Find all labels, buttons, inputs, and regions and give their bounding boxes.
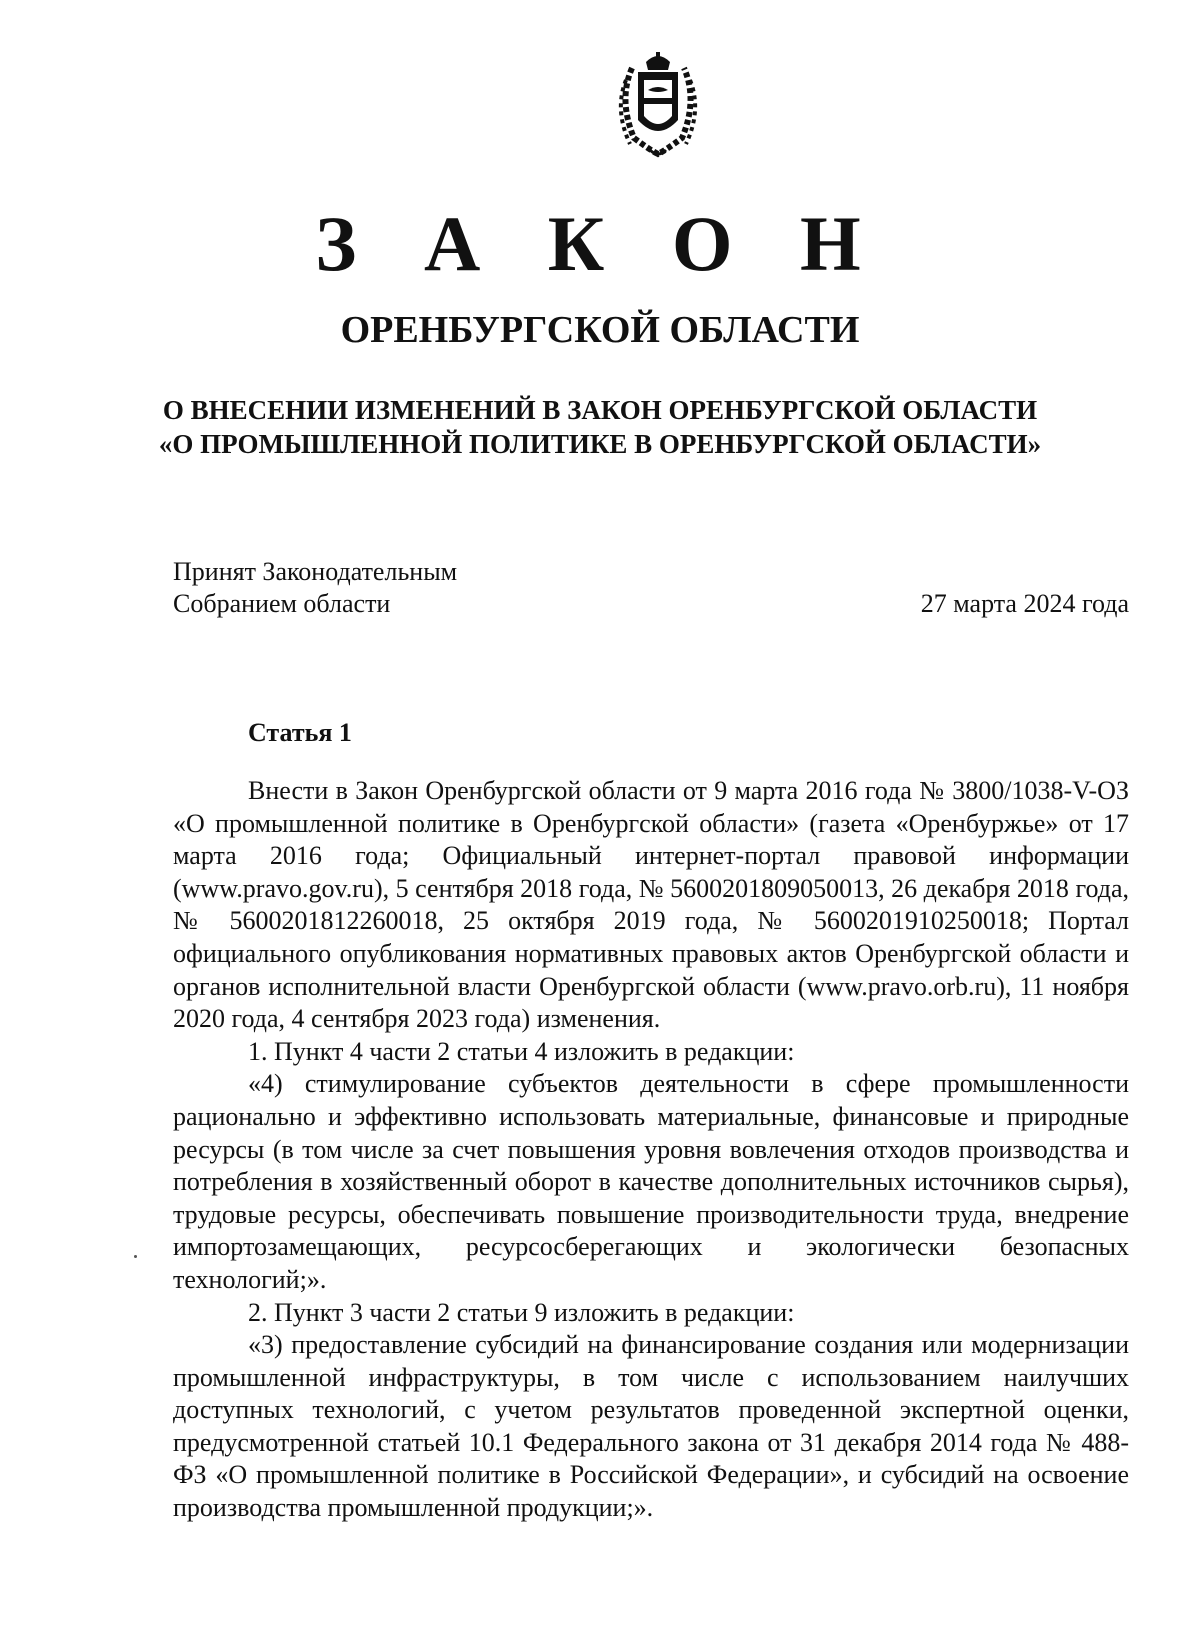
article-paragraph: «4) стимулирование субъектов деятельности в сфере промышленности рационально и эффективно использовать материальные, финансовые и природные ресурсы (в том числе за счет повышения уровня вовлечения отходов производства и потребления в хозяйственный оборот в качестве дополнительных источников сырья), трудовые ресурсы, обеспечивать повышение производительности труда, внедрение импортозамещающих, ресурсосберегающих и экологически безопасных технологий;». [173,1069,1129,1294]
coat-of-arms-icon [610,50,706,160]
adoption-date: 27 марта 2024 года [920,589,1129,618]
region-title: ОРЕНБУРГСКОЙ ОБЛАСТИ [340,309,860,351]
adoption-authority [173,556,457,620]
adoption-line-2: Собранием области [173,589,391,618]
article-paragraph: 2. Пункт 3 части 2 статьи 9 изложить в редакции: [248,1297,795,1327]
article-body [173,775,1129,1525]
scan-speck [134,1255,137,1258]
article-paragraph: «3) предоставление субсидий на финансирование создания или модернизации промышленной инфраструктуры, в том числе с использованием наилучших доступных технологий, с учетом результатов проведенной экспертной оценки, предусмотренной статьей 10.1 Федерального закона от 31 декабря 2014 года № 488-ФЗ «О промышленной политике в Российской Федерации», и субсидий на освоение производства промышленной продукции;». [173,1330,1129,1523]
article-paragraph: Внести в Закон Оренбургской области от 9 марта 2016 года № 3800/1038-V-ОЗ «О промышленной политике в Оренбургской области» (газета «Оренбуржье» от 17 марта 2016 года; Официальный интернет-портал правовой информации (www.pravo.gov.ru), 5 сентября 2018 года, № 5600201809050013, 26 декабря 2018 года, № 5600201812260018, 25 октября 2019 года, № 5600201910250018; Портал официального опубликования нормативных правовых актов Оренбургской области и органов исполнительной власти Оренбургской области (www.pravo.orb.ru), 11 ноября 2020 года, 4 сентября 2023 года) изменения. [173,776,1129,1034]
subject-line-2: «О ПРОМЫШЛЕННОЙ ПОЛИТИКЕ В ОРЕНБУРГСКОЙ ОБЛАСТИ» [158,429,1042,459]
document-type-title: З А К О Н [315,200,885,287]
article-paragraph: 1. Пункт 4 части 2 статьи 4 изложить в редакции: [248,1036,795,1066]
adoption-line-1: Принят Законодательным [173,557,458,586]
article-heading: Статья 1 [248,718,352,747]
law-subject [0,393,1200,461]
subject-line-1: О ВНЕСЕНИИ ИЗМЕНЕНИЙ В ЗАКОН ОРЕНБУРГСКОЙ ОБЛАСТИ [162,395,1038,425]
